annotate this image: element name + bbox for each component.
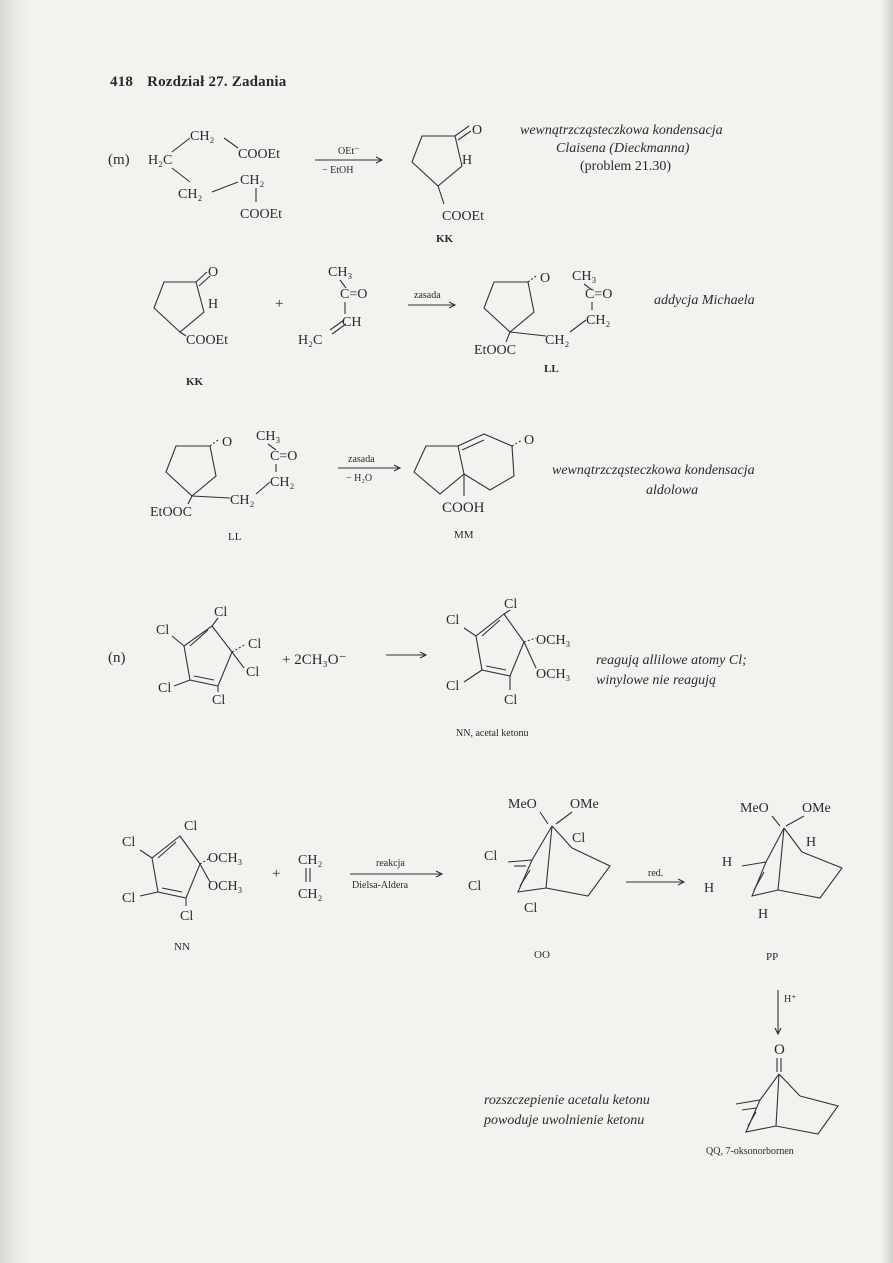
kk-oxygen: O bbox=[208, 265, 219, 280]
ll-ch2b: CH₂ bbox=[545, 333, 570, 348]
ll-co: C=O bbox=[585, 287, 613, 302]
chapter-title: Rozdział 27. Zadania bbox=[147, 74, 287, 90]
bond bbox=[464, 670, 482, 682]
note-n-line1: reagują allilowe atomy Cl; bbox=[596, 653, 747, 668]
bond bbox=[172, 168, 190, 182]
h2c-label: H₂C bbox=[148, 153, 173, 168]
bridge-bond bbox=[552, 826, 572, 848]
bond bbox=[524, 642, 536, 668]
double-bond bbox=[194, 676, 214, 680]
oo-skeleton bbox=[508, 848, 610, 896]
kk-label: KK bbox=[436, 233, 454, 245]
kk-hydrogen: H bbox=[462, 153, 473, 168]
pp-label: PP bbox=[766, 951, 779, 963]
ll-co: C=O bbox=[270, 449, 298, 464]
bond bbox=[556, 812, 572, 824]
ll-etooc: EtOOC bbox=[150, 505, 192, 520]
plus-sign: + bbox=[272, 866, 281, 882]
oo-cl-left: Cl bbox=[484, 849, 498, 864]
double-bond bbox=[190, 630, 208, 646]
qq-skeleton bbox=[736, 1096, 838, 1134]
cl-6: Cl bbox=[504, 693, 518, 708]
ll-ch2b: CH₂ bbox=[230, 493, 255, 508]
och3-2: OCH₃ bbox=[536, 667, 571, 682]
pp-skeleton bbox=[742, 852, 842, 898]
kk-oxygen: O bbox=[472, 123, 483, 138]
nn-ring bbox=[152, 836, 200, 898]
bond bbox=[192, 496, 230, 498]
oo-ome: OMe bbox=[570, 797, 599, 812]
bond bbox=[256, 482, 270, 494]
ll-ch3: CH₃ bbox=[256, 429, 281, 444]
double-bond bbox=[742, 1108, 756, 1110]
note-michael: addycja Michaela bbox=[654, 293, 755, 308]
pp-h-top: H bbox=[806, 835, 817, 850]
bond bbox=[172, 138, 190, 152]
mm-label: MM bbox=[454, 529, 474, 541]
kk-label: KK bbox=[186, 376, 204, 388]
double-bond bbox=[520, 870, 530, 886]
plus-sign: + bbox=[275, 296, 284, 312]
kk-hydrogen: H bbox=[208, 297, 219, 312]
bridge-bond bbox=[779, 1074, 800, 1096]
bridge-bond bbox=[776, 1074, 779, 1126]
pp-ome: OMe bbox=[802, 801, 831, 816]
bond bbox=[172, 636, 184, 646]
note-aldol-line2: aldolowa bbox=[646, 483, 699, 498]
cl-5: Cl bbox=[122, 891, 136, 906]
carbonyl-bond bbox=[528, 276, 536, 282]
bond bbox=[438, 186, 444, 204]
reagent-diels-alder: Dielsa-Aldera bbox=[352, 880, 409, 891]
reagent-oet: OEt⁻ bbox=[338, 146, 360, 157]
bond bbox=[524, 638, 536, 642]
ll-ch2a: CH₂ bbox=[270, 475, 295, 490]
cl-2: Cl bbox=[156, 623, 170, 638]
hexachloro-ring bbox=[184, 626, 232, 686]
mvk-co: C=O bbox=[340, 287, 368, 302]
ch2-bottom: CH₂ bbox=[178, 187, 203, 202]
oo-cl-bottom: Cl bbox=[524, 901, 538, 916]
cl-4: Cl bbox=[246, 665, 260, 680]
ll-oxygen: O bbox=[540, 271, 551, 286]
oo-meo: MeO bbox=[508, 797, 537, 812]
double-bond bbox=[486, 666, 506, 670]
oo-label: OO bbox=[534, 949, 550, 961]
cl-6: Cl bbox=[212, 693, 226, 708]
note-m-line3: (problem 21.30) bbox=[580, 159, 671, 174]
pp-h-bottom: H bbox=[758, 907, 769, 922]
bridge-bond bbox=[760, 1074, 779, 1100]
ch2-top: CH₂ bbox=[190, 129, 215, 144]
cl-5: Cl bbox=[446, 679, 460, 694]
reagent-water: − H₂O bbox=[346, 473, 373, 484]
pp-h-bottom-left: H bbox=[704, 881, 715, 896]
ll-label: LL bbox=[544, 363, 559, 375]
page-number: 418 bbox=[110, 74, 134, 90]
cl-1: Cl bbox=[184, 819, 198, 834]
note-m-line1: wewnątrzcząsteczkowa kondensacja bbox=[520, 123, 723, 138]
qq-label: QQ, 7-oksonorbornen bbox=[706, 1146, 794, 1157]
note-n-line2: winylowe nie reagują bbox=[596, 673, 717, 688]
bond bbox=[212, 182, 238, 192]
mm-ring-six bbox=[458, 434, 514, 490]
kk-cooet: COOEt bbox=[186, 333, 228, 348]
scheme-m-dieckmann bbox=[108, 123, 723, 245]
mvk-h2c: H₂C bbox=[298, 333, 323, 348]
part-m-tag: (m) bbox=[108, 152, 130, 168]
reagent-etoh: − EtOH bbox=[322, 165, 354, 176]
cl-2: Cl bbox=[122, 835, 136, 850]
mvk-ch3: CH₃ bbox=[328, 265, 353, 280]
double-bond bbox=[162, 888, 182, 892]
ll-ring bbox=[484, 282, 534, 332]
note-qq-line2: powoduje uwolnienie ketonu bbox=[484, 1113, 645, 1128]
scheme-michael bbox=[154, 265, 755, 388]
scheme-diels-alder bbox=[122, 797, 842, 1157]
bond bbox=[140, 850, 152, 858]
reagent-reakcja: reakcja bbox=[376, 858, 405, 869]
cl-1: Cl bbox=[504, 597, 518, 612]
bond bbox=[224, 138, 238, 148]
cl-1: Cl bbox=[214, 605, 228, 620]
cyclopentanone-ring bbox=[412, 136, 462, 186]
bond bbox=[140, 892, 158, 896]
bond bbox=[174, 680, 190, 686]
note-aldol-line1: wewnątrzcząsteczkowa kondensacja bbox=[552, 463, 755, 478]
cooet-top: COOEt bbox=[238, 147, 280, 162]
note-m-line2: Claisena (Dieckmanna) bbox=[556, 141, 690, 156]
ll-ring bbox=[166, 446, 216, 496]
ll-label: LL bbox=[228, 531, 242, 543]
kk-cooet: COOEt bbox=[442, 209, 484, 224]
bridge-bond bbox=[784, 828, 802, 852]
scheme-aldol bbox=[150, 429, 755, 543]
cl-3: Cl bbox=[248, 637, 262, 652]
bond bbox=[570, 320, 586, 332]
reagent-red: red. bbox=[648, 868, 664, 879]
pp-h-left: H bbox=[722, 855, 733, 870]
ll-oxygen: O bbox=[222, 435, 233, 450]
double-bond bbox=[748, 1112, 756, 1126]
oo-cl-top: Cl bbox=[572, 831, 586, 846]
ll-ch3: CH₃ bbox=[572, 269, 597, 284]
nn-label: NN bbox=[174, 941, 190, 953]
carbonyl-bond bbox=[512, 440, 522, 446]
pp-meo: MeO bbox=[740, 801, 769, 816]
bond bbox=[232, 644, 246, 652]
bond bbox=[464, 628, 476, 636]
bond bbox=[506, 332, 510, 342]
kk-ring bbox=[154, 282, 204, 332]
oo-cl-bottom-left: Cl bbox=[468, 879, 482, 894]
och3-1: OCH₃ bbox=[536, 633, 571, 648]
och3-2: OCH₃ bbox=[208, 879, 243, 894]
mm-oxygen: O bbox=[524, 433, 535, 448]
ethylene-bottom: CH₂ bbox=[298, 887, 323, 902]
mvk-ch: CH bbox=[342, 315, 362, 330]
nn-label: NN, acetal ketonu bbox=[456, 728, 529, 739]
bond bbox=[786, 816, 804, 826]
mm-ring-five bbox=[414, 446, 464, 494]
carbonyl-bond bbox=[210, 440, 218, 446]
part-n-tag: (n) bbox=[108, 650, 126, 666]
cooet-bottom: COOEt bbox=[240, 207, 282, 222]
bond bbox=[188, 496, 192, 504]
ch2-mid: CH₂ bbox=[240, 173, 265, 188]
mm-double-bond bbox=[462, 440, 484, 450]
scheme-n-acetal bbox=[108, 597, 747, 739]
reagent-acid: H⁺ bbox=[784, 994, 797, 1005]
bond bbox=[540, 812, 548, 824]
double-bond bbox=[158, 842, 176, 858]
mm-cooh: COOH bbox=[442, 500, 485, 516]
qq-oxygen: O bbox=[774, 1042, 785, 1058]
cl-6: Cl bbox=[180, 909, 194, 924]
bond bbox=[510, 332, 546, 336]
cl-5: Cl bbox=[158, 681, 172, 696]
bond bbox=[772, 816, 780, 826]
reagent-base: zasada bbox=[348, 454, 375, 465]
reagent-base: zasada bbox=[414, 290, 441, 301]
methoxide-reagent: + 2CH₃O⁻ bbox=[282, 652, 347, 668]
note-qq-line1: rozszczepienie acetalu ketonu bbox=[484, 1093, 650, 1108]
ethylene-top: CH₂ bbox=[298, 853, 323, 868]
bond bbox=[232, 652, 244, 668]
double-bond bbox=[754, 872, 764, 890]
nn-ring bbox=[476, 614, 524, 676]
bond bbox=[200, 864, 210, 882]
cl-2: Cl bbox=[446, 613, 460, 628]
double-bond bbox=[482, 620, 500, 636]
ll-ch2a: CH₂ bbox=[586, 313, 611, 328]
och3-1: OCH₃ bbox=[208, 851, 243, 866]
ll-etooc: EtOOC bbox=[474, 343, 516, 358]
